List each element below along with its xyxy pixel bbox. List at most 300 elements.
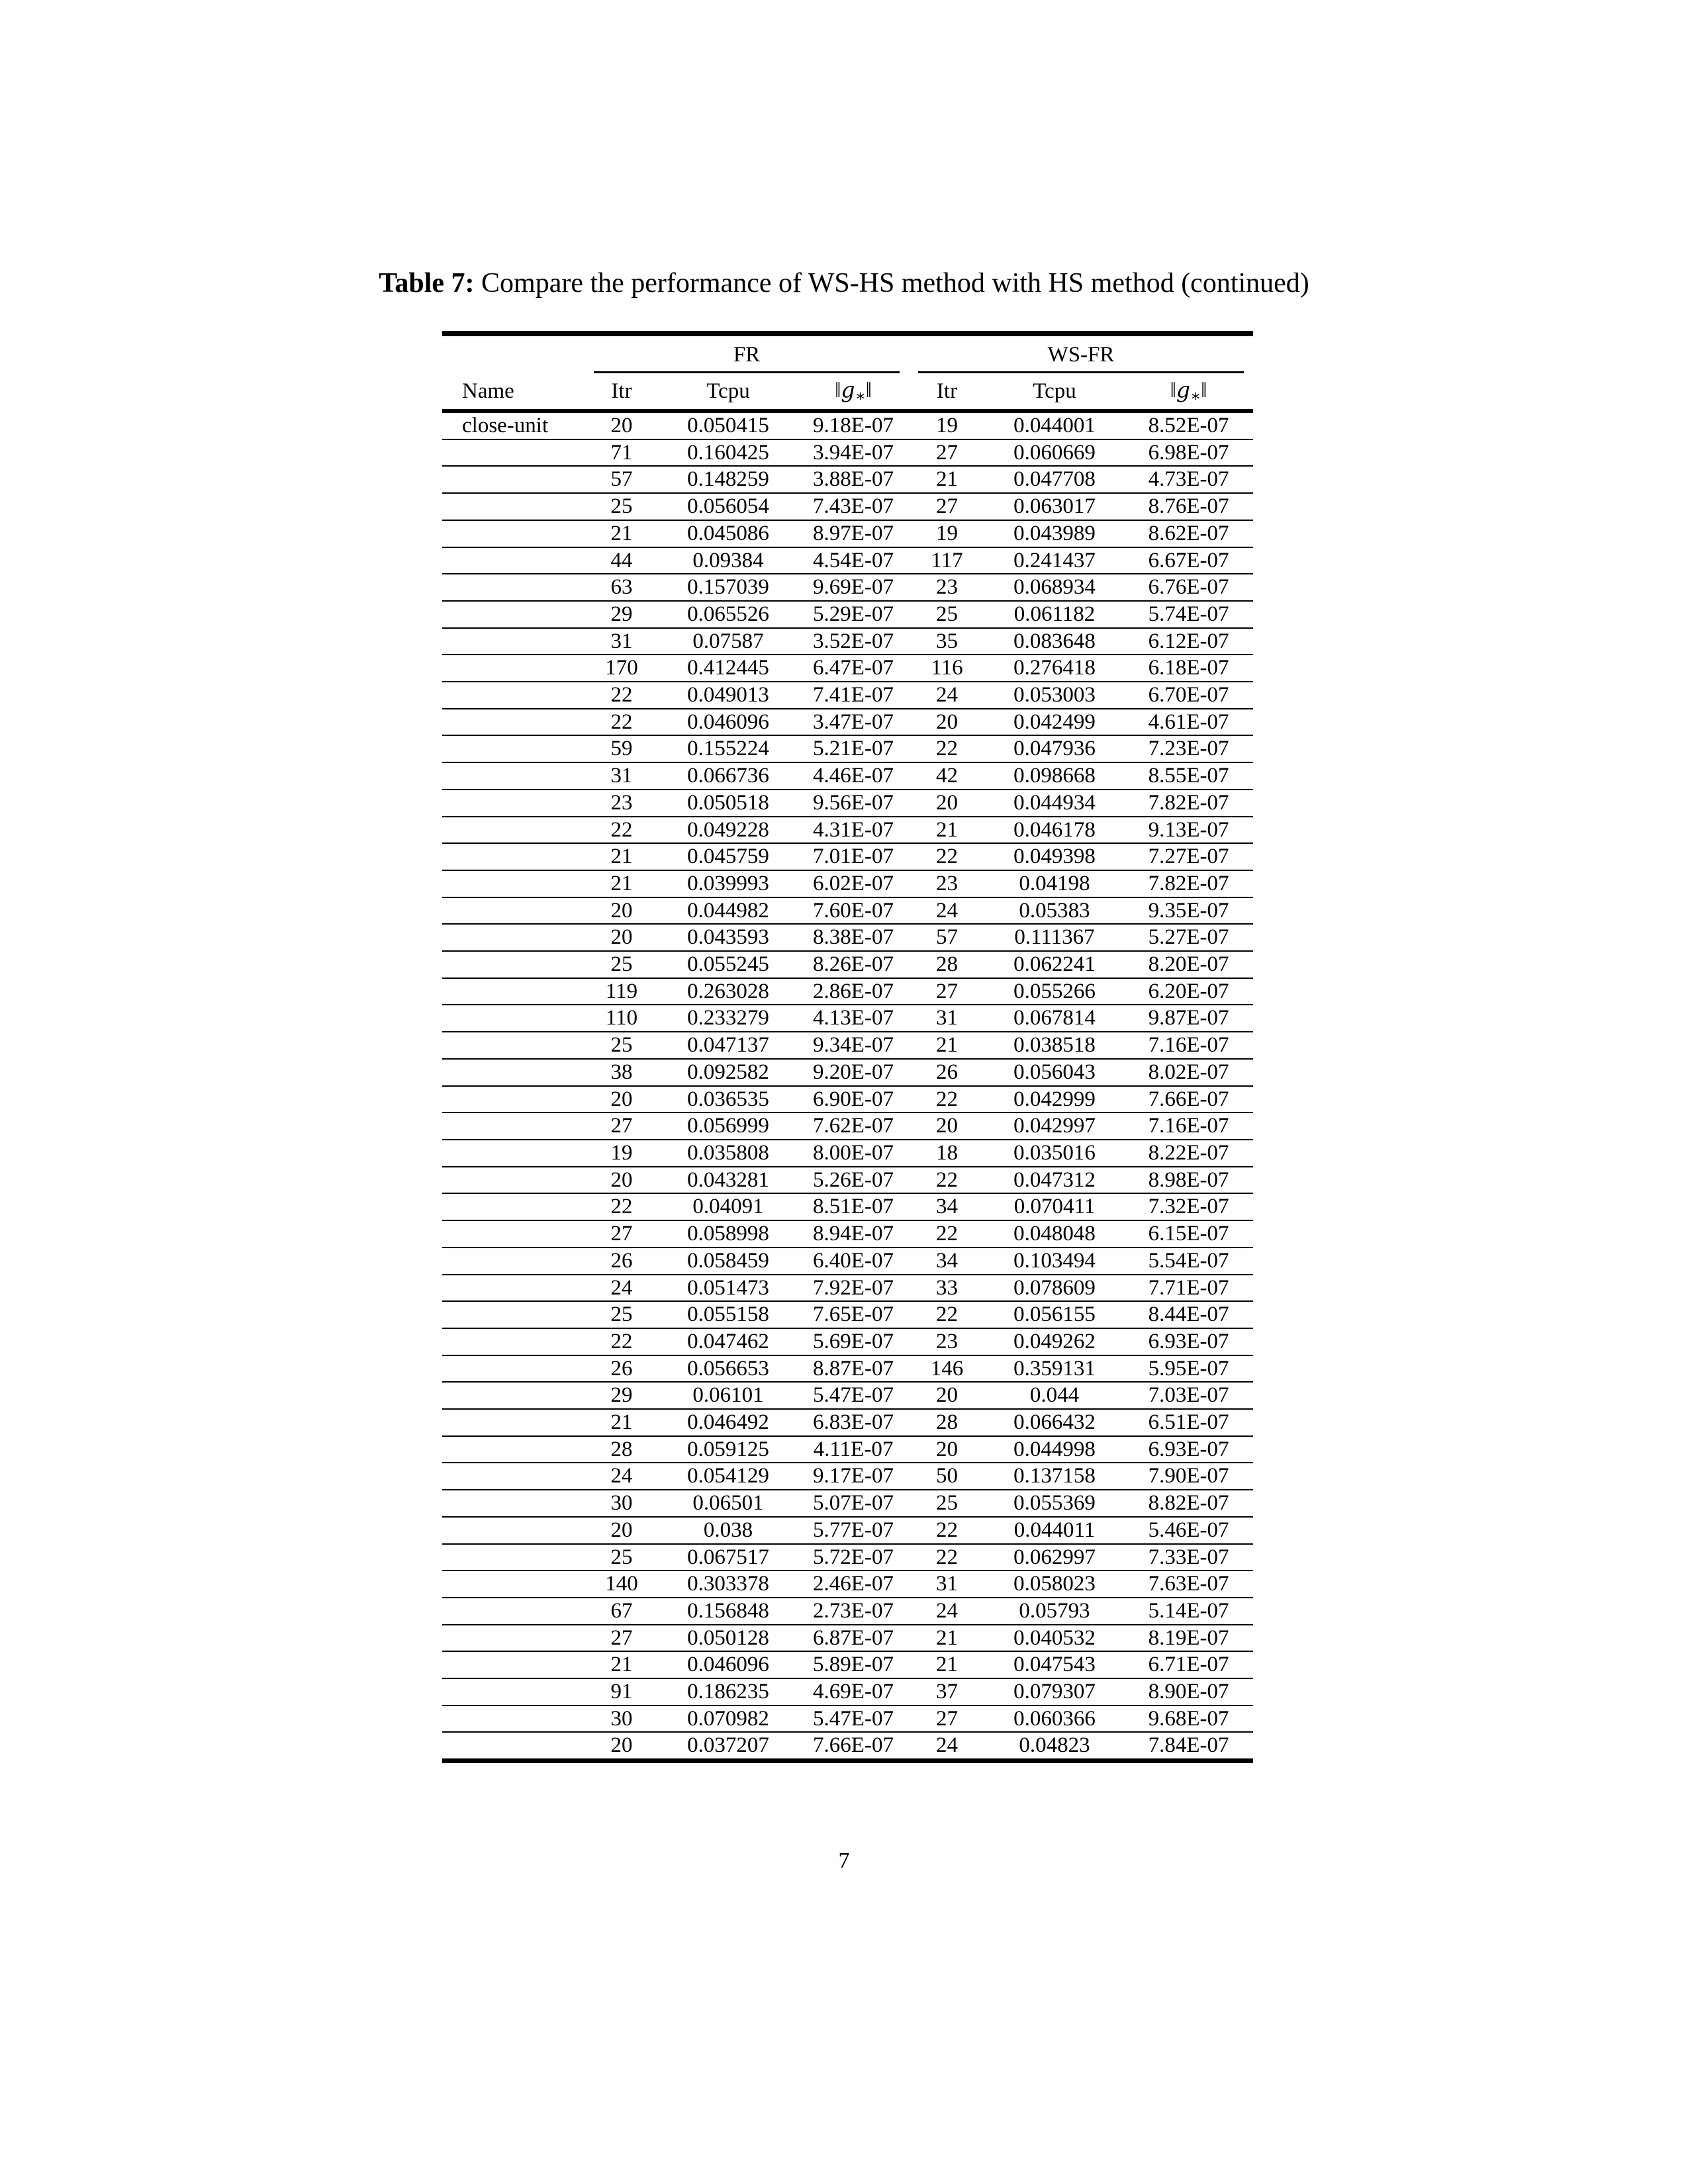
cell-fr-gnorm: 8.26E-07 xyxy=(813,952,894,977)
cell-fr-tcpu: 0.412445 xyxy=(687,656,769,680)
table-row xyxy=(442,790,1253,817)
cell-fr-tcpu: 0.233279 xyxy=(687,1006,769,1030)
cell-wsfr-itr: 33 xyxy=(936,1275,959,1300)
cell-fr-itr: 31 xyxy=(610,629,633,653)
cell-name xyxy=(442,1409,585,1436)
cell-fr-itr: 21 xyxy=(610,871,633,895)
norm-bar: ‖ xyxy=(1201,379,1207,403)
cell-wsfr-gnorm: 7.71E-07 xyxy=(1148,1275,1229,1300)
cell-name: close-unit xyxy=(462,414,549,437)
cell-fr-tcpu: 0.047462 xyxy=(687,1329,769,1353)
cell-fr-itr: 22 xyxy=(610,1329,633,1353)
cell-wsfr-gnorm: 6.71E-07 xyxy=(1148,1653,1229,1677)
cell-fr-tcpu: 0.046096 xyxy=(687,709,769,734)
cell-wsfr-itr: 28 xyxy=(936,1410,959,1435)
cell-wsfr-tcpu: 0.040532 xyxy=(1013,1625,1096,1650)
cell-name xyxy=(442,1220,585,1248)
table-row xyxy=(442,735,1253,762)
cell-wsfr-tcpu: 0.055369 xyxy=(1013,1491,1096,1516)
norm-bar: ‖ xyxy=(865,379,872,403)
group-header-fr: FR xyxy=(585,334,909,373)
cell-fr-gnorm: 6.90E-07 xyxy=(813,1087,894,1111)
cell-fr-gnorm: 3.94E-07 xyxy=(813,440,894,465)
table-row xyxy=(442,924,1253,951)
cell-wsfr-gnorm: 6.20E-07 xyxy=(1148,979,1229,1003)
cell-fr-gnorm: 4.31E-07 xyxy=(813,817,894,842)
cell-fr-gnorm: 2.73E-07 xyxy=(813,1598,894,1623)
cell-wsfr-itr: 21 xyxy=(936,817,959,842)
cell-fr-itr: 20 xyxy=(610,925,633,950)
cell-fr-gnorm: 6.40E-07 xyxy=(813,1248,894,1273)
cell-wsfr-tcpu: 0.053003 xyxy=(1013,683,1096,707)
cell-name xyxy=(442,924,585,951)
cell-fr-gnorm: 9.20E-07 xyxy=(813,1060,894,1084)
cell-wsfr-tcpu: 0.055266 xyxy=(1013,979,1096,1003)
cell-name xyxy=(442,978,585,1005)
cell-fr-tcpu: 0.263028 xyxy=(687,979,769,1003)
cell-wsfr-itr: 27 xyxy=(936,440,959,465)
cell-wsfr-gnorm: 6.18E-07 xyxy=(1148,656,1229,680)
cell-fr-gnorm: 7.66E-07 xyxy=(813,1733,894,1758)
cell-fr-itr: 22 xyxy=(610,817,633,842)
cell-fr-tcpu: 0.043593 xyxy=(687,925,769,950)
norm-bar: ‖ xyxy=(1170,379,1176,403)
cell-fr-tcpu: 0.04091 xyxy=(692,1195,764,1219)
cell-name xyxy=(442,1678,585,1706)
cell-fr-tcpu: 0.056999 xyxy=(687,1114,769,1138)
table-row xyxy=(442,762,1253,790)
cell-wsfr-itr: 22 xyxy=(936,844,959,869)
cell-wsfr-itr: 24 xyxy=(936,683,959,707)
cell-fr-tcpu: 0.045086 xyxy=(687,521,769,545)
cell-wsfr-tcpu: 0.241437 xyxy=(1013,548,1096,572)
cell-fr-itr: 25 xyxy=(610,1033,633,1058)
cell-fr-itr: 20 xyxy=(610,898,633,923)
cell-fr-itr: 170 xyxy=(605,656,638,680)
cell-wsfr-gnorm: 9.87E-07 xyxy=(1148,1006,1229,1030)
table-body xyxy=(442,411,1253,1761)
cell-fr-gnorm: 5.89E-07 xyxy=(813,1653,894,1677)
cell-wsfr-tcpu: 0.04198 xyxy=(1019,871,1090,895)
cell-wsfr-tcpu: 0.047708 xyxy=(1013,467,1096,492)
cell-wsfr-itr: 20 xyxy=(936,709,959,734)
cell-fr-itr: 91 xyxy=(610,1680,633,1704)
cell-fr-gnorm: 7.92E-07 xyxy=(813,1275,894,1300)
cell-name xyxy=(442,1301,585,1328)
cell-wsfr-gnorm: 7.66E-07 xyxy=(1148,1087,1229,1111)
cell-fr-tcpu: 0.148259 xyxy=(687,467,769,492)
table-row xyxy=(442,1167,1253,1194)
cell-fr-gnorm: 8.94E-07 xyxy=(813,1222,894,1246)
g-variable: g xyxy=(1176,377,1191,403)
cell-wsfr-tcpu: 0.048048 xyxy=(1013,1222,1096,1246)
cell-fr-tcpu: 0.059125 xyxy=(687,1437,769,1461)
cell-fr-gnorm: 6.02E-07 xyxy=(813,871,894,895)
cell-wsfr-itr: 116 xyxy=(931,656,963,680)
cell-wsfr-gnorm: 8.98E-07 xyxy=(1148,1167,1229,1192)
cell-wsfr-itr: 22 xyxy=(936,1167,959,1192)
cell-wsfr-tcpu: 0.047312 xyxy=(1013,1167,1096,1192)
cell-wsfr-itr: 31 xyxy=(936,1006,959,1030)
cell-wsfr-gnorm: 4.61E-07 xyxy=(1148,709,1229,734)
cell-wsfr-itr: 28 xyxy=(936,952,959,977)
table-row xyxy=(442,574,1253,601)
cell-fr-gnorm: 5.47E-07 xyxy=(813,1383,894,1408)
table-row xyxy=(442,1598,1253,1625)
cell-fr-itr: 25 xyxy=(610,494,633,519)
cell-name xyxy=(442,1436,585,1463)
cell-fr-gnorm: 8.51E-07 xyxy=(813,1195,894,1219)
cell-fr-gnorm: 6.83E-07 xyxy=(813,1410,894,1435)
cell-wsfr-tcpu: 0.044934 xyxy=(1013,790,1096,815)
cell-fr-gnorm: 8.87E-07 xyxy=(813,1356,894,1381)
cell-wsfr-gnorm: 8.20E-07 xyxy=(1148,952,1229,977)
cell-fr-tcpu: 0.303378 xyxy=(687,1572,769,1596)
cell-name xyxy=(442,762,585,790)
cell-wsfr-gnorm: 6.93E-07 xyxy=(1148,1437,1229,1461)
cell-fr-tcpu: 0.06101 xyxy=(692,1383,764,1408)
cell-fr-tcpu: 0.160425 xyxy=(687,440,769,465)
cell-wsfr-tcpu: 0.042999 xyxy=(1013,1087,1096,1111)
cell-wsfr-tcpu: 0.060669 xyxy=(1013,440,1096,465)
table-row xyxy=(442,1032,1253,1059)
cell-wsfr-itr: 24 xyxy=(936,1598,959,1623)
cell-fr-tcpu: 0.035808 xyxy=(687,1140,769,1165)
table-row xyxy=(442,1301,1253,1328)
cell-wsfr-tcpu: 0.044011 xyxy=(1013,1518,1096,1542)
cell-fr-itr: 22 xyxy=(610,1195,633,1219)
cell-fr-tcpu: 0.056653 xyxy=(687,1356,769,1381)
cell-fr-tcpu: 0.155224 xyxy=(687,737,769,761)
cell-fr-itr: 20 xyxy=(610,414,633,437)
table-row xyxy=(442,439,1253,467)
cell-fr-tcpu: 0.058459 xyxy=(687,1248,769,1273)
cell-fr-gnorm: 5.29E-07 xyxy=(813,602,894,626)
table-row xyxy=(442,466,1253,493)
cell-fr-tcpu: 0.044982 xyxy=(687,898,769,923)
cell-fr-tcpu: 0.06501 xyxy=(692,1491,764,1516)
cell-wsfr-tcpu: 0.04823 xyxy=(1019,1733,1090,1758)
cell-wsfr-gnorm: 7.90E-07 xyxy=(1148,1464,1229,1488)
cell-wsfr-tcpu: 0.103494 xyxy=(1013,1248,1096,1273)
cell-fr-gnorm: 7.65E-07 xyxy=(813,1302,894,1327)
cell-fr-gnorm: 4.69E-07 xyxy=(813,1680,894,1704)
cell-fr-tcpu: 0.038 xyxy=(703,1518,753,1542)
cell-fr-tcpu: 0.156848 xyxy=(687,1598,769,1623)
cell-fr-tcpu: 0.045759 xyxy=(687,844,769,869)
cell-name xyxy=(442,1032,585,1059)
cell-wsfr-itr: 22 xyxy=(936,1518,959,1542)
cell-wsfr-gnorm: 8.90E-07 xyxy=(1148,1680,1229,1704)
cell-wsfr-gnorm: 5.95E-07 xyxy=(1148,1356,1229,1381)
cell-wsfr-tcpu: 0.068934 xyxy=(1013,575,1096,600)
cell-name xyxy=(442,655,585,682)
cell-wsfr-tcpu: 0.066432 xyxy=(1013,1410,1096,1435)
table-row xyxy=(442,870,1253,897)
cell-name xyxy=(442,817,585,844)
cell-fr-tcpu: 0.056054 xyxy=(687,494,769,519)
cell-fr-itr: 22 xyxy=(610,709,633,734)
table-row xyxy=(442,1732,1253,1760)
cell-wsfr-itr: 20 xyxy=(936,790,959,815)
cell-fr-itr: 21 xyxy=(610,1410,633,1435)
cell-wsfr-tcpu: 0.276418 xyxy=(1013,656,1096,680)
cell-wsfr-gnorm: 5.54E-07 xyxy=(1148,1248,1229,1273)
cell-fr-gnorm: 9.18E-07 xyxy=(813,414,894,437)
cell-wsfr-tcpu: 0.05793 xyxy=(1019,1598,1090,1623)
cell-name xyxy=(442,601,585,628)
cell-fr-gnorm: 9.56E-07 xyxy=(813,790,894,815)
cell-wsfr-itr: 19 xyxy=(936,414,959,437)
column-header-fr-gnorm xyxy=(798,373,909,411)
cell-wsfr-itr: 18 xyxy=(936,1140,959,1165)
cell-fr-tcpu: 0.067517 xyxy=(687,1545,769,1569)
star-subscript: ∗ xyxy=(1190,387,1201,405)
cell-wsfr-tcpu: 0.05383 xyxy=(1019,898,1090,923)
cell-fr-itr: 20 xyxy=(610,1167,633,1192)
cell-fr-itr: 71 xyxy=(610,440,633,465)
group-header-spacer xyxy=(442,334,585,373)
cell-fr-tcpu: 0.055158 xyxy=(687,1302,769,1327)
cell-fr-gnorm: 2.86E-07 xyxy=(813,979,894,1003)
cell-wsfr-itr: 34 xyxy=(936,1248,959,1273)
cell-fr-itr: 30 xyxy=(610,1491,633,1516)
cell-wsfr-itr: 22 xyxy=(936,1545,959,1569)
cell-fr-itr: 63 xyxy=(610,575,633,600)
cell-fr-itr: 21 xyxy=(610,844,633,869)
table-row xyxy=(442,547,1253,574)
cell-wsfr-itr: 27 xyxy=(936,494,959,519)
cell-wsfr-itr: 24 xyxy=(936,898,959,923)
cell-wsfr-gnorm: 5.46E-07 xyxy=(1148,1518,1229,1542)
cell-fr-itr: 25 xyxy=(610,1302,633,1327)
cell-wsfr-tcpu: 0.359131 xyxy=(1013,1356,1096,1381)
cell-wsfr-itr: 21 xyxy=(936,1625,959,1650)
table-row xyxy=(442,843,1253,870)
column-header-fr-itr: Itr xyxy=(611,379,632,403)
cell-name xyxy=(442,897,585,925)
cell-wsfr-itr: 37 xyxy=(936,1680,959,1704)
cell-fr-tcpu: 0.050415 xyxy=(687,414,769,437)
table-row xyxy=(442,1248,1253,1275)
table-row xyxy=(442,951,1253,978)
table-row xyxy=(442,628,1253,655)
cell-fr-gnorm: 4.54E-07 xyxy=(813,548,894,572)
cell-wsfr-gnorm: 7.27E-07 xyxy=(1148,844,1229,869)
cell-fr-tcpu: 0.051473 xyxy=(687,1275,769,1300)
cell-wsfr-gnorm: 8.22E-07 xyxy=(1148,1140,1229,1165)
cell-fr-itr: 21 xyxy=(610,521,633,545)
cell-wsfr-itr: 146 xyxy=(930,1356,964,1381)
cell-wsfr-gnorm: 9.13E-07 xyxy=(1148,817,1229,842)
cell-fr-itr: 25 xyxy=(610,1545,633,1569)
cell-fr-tcpu: 0.049013 xyxy=(687,683,769,707)
cell-wsfr-itr: 117 xyxy=(931,548,963,572)
cell-wsfr-itr: 23 xyxy=(936,871,959,895)
cell-name xyxy=(442,1463,585,1490)
table-row xyxy=(442,411,1253,439)
cell-wsfr-itr: 42 xyxy=(936,764,959,788)
results-table xyxy=(442,331,1253,1763)
cell-fr-gnorm: 5.07E-07 xyxy=(813,1491,894,1516)
cell-wsfr-tcpu: 0.063017 xyxy=(1013,494,1096,519)
cell-fr-itr: 20 xyxy=(610,1518,633,1542)
cell-fr-itr: 27 xyxy=(610,1114,633,1138)
cell-name xyxy=(442,1732,585,1760)
cell-fr-gnorm: 9.17E-07 xyxy=(813,1464,894,1488)
cell-wsfr-tcpu: 0.042997 xyxy=(1013,1114,1096,1138)
cell-fr-itr: 22 xyxy=(610,683,633,707)
star-subscript: ∗ xyxy=(855,387,866,405)
cell-wsfr-tcpu: 0.070411 xyxy=(1013,1195,1096,1219)
cell-fr-tcpu: 0.157039 xyxy=(687,575,769,600)
cell-fr-itr: 44 xyxy=(610,548,633,572)
cell-wsfr-gnorm: 8.62E-07 xyxy=(1148,521,1229,545)
cell-wsfr-gnorm: 5.27E-07 xyxy=(1148,925,1229,950)
cell-wsfr-itr: 21 xyxy=(936,1033,959,1058)
cell-wsfr-tcpu: 0.044 xyxy=(1029,1383,1080,1408)
cell-wsfr-gnorm: 7.63E-07 xyxy=(1148,1572,1229,1596)
cell-name xyxy=(442,870,585,897)
cell-fr-tcpu: 0.066736 xyxy=(687,764,769,788)
cell-fr-tcpu: 0.07587 xyxy=(692,629,764,653)
cell-name xyxy=(442,843,585,870)
cell-name xyxy=(442,1275,585,1302)
cell-fr-itr: 38 xyxy=(610,1060,633,1084)
cell-fr-itr: 28 xyxy=(610,1437,633,1461)
cell-wsfr-itr: 20 xyxy=(936,1437,959,1461)
cell-fr-itr: 20 xyxy=(610,1733,633,1758)
cell-wsfr-tcpu: 0.042499 xyxy=(1013,709,1096,734)
table-row xyxy=(442,655,1253,682)
cell-fr-gnorm: 4.13E-07 xyxy=(813,1006,894,1030)
cell-name xyxy=(442,547,585,574)
cell-wsfr-tcpu: 0.098668 xyxy=(1013,764,1096,788)
cell-name xyxy=(442,1570,585,1598)
cell-wsfr-gnorm: 7.82E-07 xyxy=(1148,871,1229,895)
cell-wsfr-gnorm: 6.76E-07 xyxy=(1148,575,1229,600)
table-row xyxy=(442,1328,1253,1355)
cell-fr-gnorm: 2.46E-07 xyxy=(813,1572,894,1596)
table-row xyxy=(442,1544,1253,1571)
table-row xyxy=(442,1059,1253,1086)
cell-wsfr-itr: 57 xyxy=(936,925,959,950)
cell-name xyxy=(442,1328,585,1355)
cell-fr-itr: 67 xyxy=(610,1598,633,1623)
cell-name xyxy=(442,1544,585,1571)
cell-wsfr-gnorm: 6.67E-07 xyxy=(1148,548,1229,572)
column-header-wsfr-gnorm xyxy=(1124,373,1253,411)
cell-name xyxy=(442,1625,585,1652)
cell-name xyxy=(442,1193,585,1220)
cell-name xyxy=(442,1167,585,1194)
cell-fr-gnorm: 3.47E-07 xyxy=(813,709,894,734)
cell-fr-itr: 59 xyxy=(610,737,633,761)
cell-wsfr-gnorm: 8.82E-07 xyxy=(1148,1491,1229,1516)
cell-fr-itr: 21 xyxy=(610,1653,633,1677)
cell-fr-itr: 23 xyxy=(610,790,633,815)
cell-name xyxy=(442,1113,585,1140)
cell-fr-itr: 31 xyxy=(610,764,633,788)
cell-fr-gnorm: 3.88E-07 xyxy=(813,467,894,492)
cell-fr-itr: 30 xyxy=(610,1706,633,1731)
cell-fr-gnorm: 5.47E-07 xyxy=(813,1706,894,1731)
cell-wsfr-tcpu: 0.067814 xyxy=(1013,1006,1096,1030)
cell-fr-gnorm: 5.72E-07 xyxy=(813,1545,894,1569)
cell-fr-gnorm: 5.77E-07 xyxy=(813,1518,894,1542)
cell-fr-gnorm: 9.69E-07 xyxy=(813,575,894,600)
cell-fr-gnorm: 8.00E-07 xyxy=(813,1140,894,1165)
cell-fr-tcpu: 0.039993 xyxy=(687,871,769,895)
table-row xyxy=(442,1113,1253,1140)
column-header-wsfr-tcpu: Tcpu xyxy=(1033,379,1076,403)
cell-wsfr-itr: 22 xyxy=(936,1302,959,1327)
cell-fr-itr: 26 xyxy=(610,1248,633,1273)
table-header xyxy=(442,334,1253,411)
column-header-fr-tcpu: Tcpu xyxy=(706,379,750,403)
cell-fr-tcpu: 0.043281 xyxy=(687,1167,769,1192)
cell-wsfr-itr: 27 xyxy=(936,979,959,1003)
table-row xyxy=(442,1625,1253,1652)
cell-fr-tcpu: 0.186235 xyxy=(687,1680,769,1704)
cell-wsfr-itr: 20 xyxy=(936,1383,959,1408)
cell-name xyxy=(442,1059,585,1086)
cell-wsfr-tcpu: 0.044998 xyxy=(1013,1437,1096,1461)
cell-wsfr-itr: 35 xyxy=(936,629,959,653)
table-row xyxy=(442,1086,1253,1113)
cell-fr-tcpu: 0.058998 xyxy=(687,1222,769,1246)
cell-wsfr-tcpu: 0.043989 xyxy=(1013,521,1096,545)
table-row xyxy=(442,1140,1253,1167)
cell-fr-itr: 57 xyxy=(610,467,633,492)
cell-wsfr-tcpu: 0.083648 xyxy=(1013,629,1096,653)
cell-fr-tcpu: 0.054129 xyxy=(687,1464,769,1488)
cell-fr-tcpu: 0.046492 xyxy=(687,1410,769,1435)
cell-fr-tcpu: 0.050128 xyxy=(687,1625,769,1650)
table-row xyxy=(442,1678,1253,1706)
cell-wsfr-itr: 26 xyxy=(936,1060,959,1084)
cell-fr-gnorm: 4.11E-07 xyxy=(813,1437,894,1461)
cell-name xyxy=(442,1355,585,1383)
cell-fr-gnorm: 8.97E-07 xyxy=(813,521,894,545)
table-row xyxy=(442,1570,1253,1598)
table-row xyxy=(442,601,1253,628)
cell-name xyxy=(442,1517,585,1544)
cell-fr-itr: 27 xyxy=(610,1625,633,1650)
cell-wsfr-gnorm: 8.44E-07 xyxy=(1148,1302,1229,1327)
cell-wsfr-gnorm: 5.74E-07 xyxy=(1148,602,1229,626)
cell-wsfr-itr: 27 xyxy=(936,1706,959,1731)
cell-name xyxy=(442,951,585,978)
cell-wsfr-gnorm: 9.35E-07 xyxy=(1148,898,1229,923)
cell-name xyxy=(442,1248,585,1275)
cell-fr-itr: 24 xyxy=(610,1275,633,1300)
norm-bar: ‖ xyxy=(835,379,841,403)
table-row xyxy=(442,897,1253,925)
cell-wsfr-gnorm: 5.14E-07 xyxy=(1148,1598,1229,1623)
cell-wsfr-gnorm: 6.15E-07 xyxy=(1148,1222,1229,1246)
cell-wsfr-itr: 25 xyxy=(936,602,959,626)
cell-name xyxy=(442,1490,585,1517)
cell-wsfr-gnorm: 8.55E-07 xyxy=(1148,764,1229,788)
cell-fr-gnorm: 7.62E-07 xyxy=(813,1114,894,1138)
table-row xyxy=(442,709,1253,736)
cell-wsfr-tcpu: 0.056155 xyxy=(1013,1302,1096,1327)
cell-name xyxy=(442,709,585,736)
cell-fr-gnorm: 7.01E-07 xyxy=(813,844,894,869)
cell-fr-tcpu: 0.036535 xyxy=(687,1087,769,1111)
column-header-row xyxy=(442,373,1253,411)
